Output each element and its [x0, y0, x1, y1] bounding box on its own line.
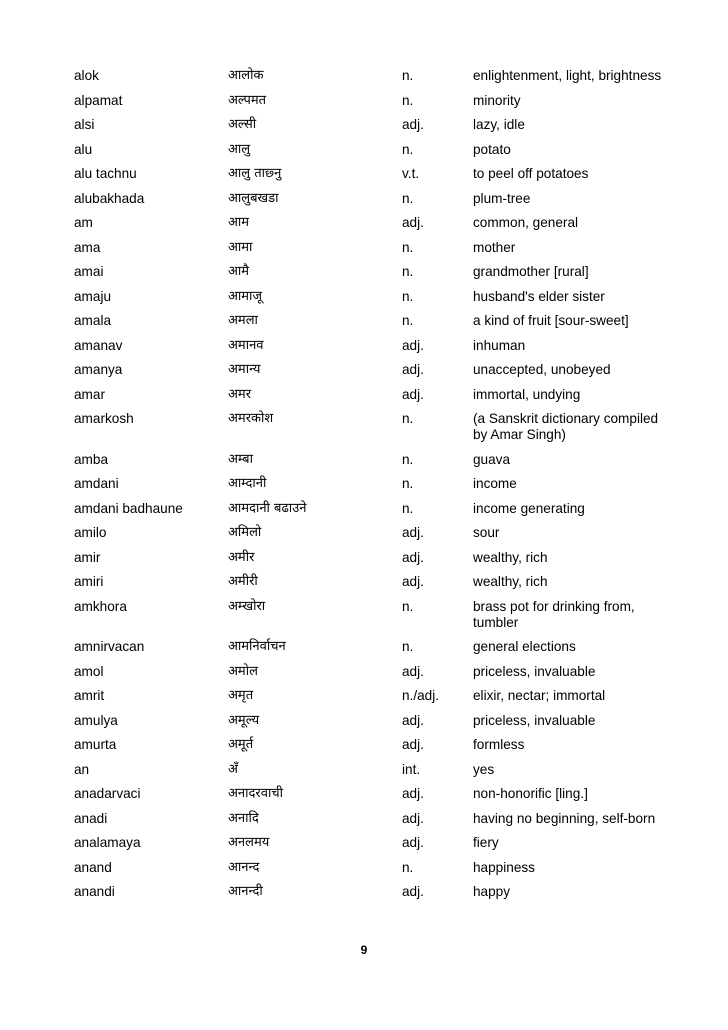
dictionary-entry	[74, 362, 674, 387]
part-of-speech: n.	[402, 264, 414, 279]
part-of-speech: n.	[402, 476, 414, 491]
meaning: formless	[473, 737, 525, 752]
devanagari-word: आलुबखडा	[228, 190, 279, 206]
romanized-word: amrit	[74, 688, 105, 703]
meaning: brass pot for drinking from, tumbler	[473, 598, 635, 630]
meaning: elixir, nectar; immortal	[473, 688, 606, 703]
romanized-word: anadarvaci	[74, 786, 141, 801]
part-of-speech: adj.	[402, 525, 424, 540]
meaning: husband's elder sister	[473, 288, 605, 304]
meaning: lazy, idle	[473, 117, 525, 132]
romanized-word: amdani badhaune	[74, 500, 183, 516]
dictionary-entry	[74, 191, 674, 216]
part-of-speech: n.	[402, 92, 414, 108]
dictionary-entry	[74, 713, 674, 738]
romanized-word: amdani	[74, 476, 119, 491]
part-of-speech: n.	[402, 190, 414, 206]
romanized-word: amiri	[74, 574, 104, 589]
devanagari-word: आमनिर्वाचन	[228, 639, 286, 654]
romanized-word: amaju	[74, 288, 112, 304]
meaning: income	[473, 476, 517, 491]
dictionary-entry	[74, 811, 674, 836]
meaning: happiness	[473, 859, 535, 875]
devanagari-word: अँ	[228, 761, 238, 777]
dictionary-entry	[74, 240, 674, 265]
meaning: common, general	[473, 215, 579, 230]
part-of-speech: adj.	[402, 574, 424, 589]
devanagari-word: अम्बा	[228, 451, 253, 467]
dictionary-entry	[74, 338, 674, 363]
part-of-speech: adj.	[402, 337, 424, 353]
dictionary-entry	[74, 599, 674, 640]
devanagari-word: आनन्दी	[228, 884, 263, 899]
devanagari-word: अमला	[228, 313, 258, 328]
meaning: a kind of fruit [sour-sweet]	[473, 313, 629, 328]
dictionary-entry	[74, 550, 674, 575]
devanagari-word: आम्दानी	[228, 476, 267, 491]
dictionary-entry	[74, 93, 674, 118]
dictionary-entry	[74, 835, 674, 860]
romanized-word: anadi	[74, 810, 108, 826]
meaning: plum-tree	[473, 190, 531, 206]
meaning: happy	[473, 884, 511, 899]
part-of-speech: n.	[402, 598, 414, 614]
romanized-word: amanya	[74, 362, 123, 377]
romanized-word: am	[74, 215, 93, 230]
devanagari-word: अनलमय	[228, 835, 270, 850]
dictionary-entry	[74, 525, 674, 550]
part-of-speech: n.	[402, 68, 414, 83]
part-of-speech: adj.	[402, 712, 424, 728]
dictionary-entry	[74, 411, 674, 452]
devanagari-word: अमृत	[228, 688, 254, 703]
devanagari-word: आमदानी बढाउने	[228, 500, 307, 516]
meaning: non-honorific [ling.]	[473, 786, 588, 801]
part-of-speech: adj.	[402, 810, 424, 826]
part-of-speech: v.t.	[402, 166, 420, 181]
dictionary-entry	[74, 884, 674, 909]
meaning: priceless, invaluable	[473, 712, 596, 728]
dictionary-entry	[74, 762, 674, 787]
meaning: grandmother [rural]	[473, 264, 589, 279]
devanagari-word: अमिलो	[228, 525, 262, 540]
romanized-word: alok	[74, 68, 99, 83]
romanized-word: alu	[74, 141, 93, 157]
part-of-speech: n.	[402, 239, 414, 255]
devanagari-word: आमा	[228, 239, 253, 255]
part-of-speech: adj.	[402, 737, 424, 752]
part-of-speech: adj.	[402, 786, 424, 801]
devanagari-word: आलोक	[228, 68, 264, 83]
romanized-word: amol	[74, 663, 104, 679]
part-of-speech: adj.	[402, 215, 424, 230]
meaning: minority	[473, 92, 521, 108]
meaning: enlightenment, light, brightness	[473, 68, 662, 83]
devanagari-word: अमोल	[228, 663, 258, 679]
romanized-word: amar	[74, 386, 105, 402]
part-of-speech: adj.	[402, 117, 424, 132]
meaning: sour	[473, 525, 500, 540]
devanagari-word: अम्खोरा	[228, 598, 266, 614]
romanized-word: alpamat	[74, 92, 123, 108]
dictionary-entry	[74, 476, 674, 501]
meaning: general elections	[473, 639, 576, 654]
meaning: yes	[473, 761, 495, 777]
dictionary-entry	[74, 664, 674, 689]
dictionary-entry	[74, 639, 674, 664]
romanized-word: an	[74, 761, 90, 777]
romanized-word: amarkosh	[74, 411, 134, 426]
dictionary-entry	[74, 117, 674, 142]
part-of-speech: n.	[402, 639, 414, 654]
part-of-speech: n.	[402, 288, 414, 304]
part-of-speech: n.	[402, 451, 414, 467]
romanized-word: amba	[74, 451, 109, 467]
meaning: mother	[473, 239, 516, 255]
part-of-speech: n./adj.	[402, 688, 440, 703]
dictionary-entry	[74, 737, 674, 762]
dictionary-entry	[74, 452, 674, 477]
romanized-word: anandi	[74, 884, 115, 899]
meaning: to peel off potatoes	[473, 166, 589, 181]
devanagari-word: अमर	[228, 386, 252, 402]
meaning: income generating	[473, 500, 585, 516]
romanized-word: amulya	[74, 712, 118, 728]
page-number: 9	[360, 943, 368, 957]
part-of-speech: n.	[402, 411, 414, 426]
romanized-word: anand	[74, 859, 112, 875]
meaning: wealthy, rich	[473, 574, 548, 589]
romanized-word: amnirvacan	[74, 639, 145, 654]
meaning: (a Sanskrit dictionary compiled by Amar Singh)	[473, 411, 659, 442]
devanagari-word: अमीर	[228, 549, 255, 565]
devanagari-word: अल्सी	[228, 117, 257, 132]
dictionary-entry	[74, 574, 674, 599]
part-of-speech: adj.	[402, 884, 424, 899]
dictionary-entry	[74, 166, 674, 191]
meaning: having no beginning, self-born	[473, 810, 656, 826]
part-of-speech: n.	[402, 500, 414, 516]
romanized-word: alu tachnu	[74, 166, 137, 181]
romanized-word: amkhora	[74, 598, 127, 614]
part-of-speech: adj.	[402, 386, 424, 402]
devanagari-word: आम	[228, 215, 250, 230]
part-of-speech: n.	[402, 859, 414, 875]
part-of-speech: adj.	[402, 549, 424, 565]
devanagari-word: आमै	[228, 264, 250, 279]
part-of-speech: adj.	[402, 663, 424, 679]
romanized-word: amurta	[74, 737, 117, 752]
dictionary-entry	[74, 215, 674, 240]
dictionary-entry	[74, 289, 674, 314]
romanized-word: amir	[74, 549, 101, 565]
devanagari-word: आनन्द	[228, 859, 260, 875]
romanized-word: amala	[74, 313, 112, 328]
dictionary-entry	[74, 501, 674, 526]
meaning: unaccepted, unobeyed	[473, 362, 611, 377]
dictionary-entry	[74, 688, 674, 713]
devanagari-word: अमानव	[228, 337, 264, 353]
romanized-word: amilo	[74, 525, 107, 540]
romanized-word: alsi	[74, 117, 95, 132]
devanagari-word: अल्पमत	[228, 92, 267, 108]
romanized-word: amanav	[74, 337, 123, 353]
devanagari-word: अमूल्य	[228, 712, 260, 728]
meaning: wealthy, rich	[473, 549, 548, 565]
meaning: priceless, invaluable	[473, 663, 596, 679]
devanagari-word: अमान्य	[228, 362, 261, 377]
part-of-speech: adj.	[402, 362, 424, 377]
dictionary-entry	[74, 313, 674, 338]
meaning: immortal, undying	[473, 386, 581, 402]
meaning: potato	[473, 141, 511, 157]
dictionary-entry	[74, 786, 674, 811]
dictionary-entry	[74, 387, 674, 412]
dictionary-entry	[74, 142, 674, 167]
romanized-word: ama	[74, 239, 101, 255]
part-of-speech: adj.	[402, 835, 424, 850]
meaning: fiery	[473, 835, 499, 850]
dictionary-entry	[74, 264, 674, 289]
romanized-word: alubakhada	[74, 190, 145, 206]
romanized-word: analamaya	[74, 835, 141, 850]
part-of-speech: int.	[402, 761, 421, 777]
dictionary-entries	[74, 68, 674, 909]
part-of-speech: n.	[402, 313, 414, 328]
meaning: guava	[473, 451, 511, 467]
devanagari-word: आलु	[228, 141, 251, 157]
devanagari-word: अमरकोश	[228, 411, 274, 426]
devanagari-word: अनादि	[228, 810, 259, 826]
part-of-speech: n.	[402, 141, 414, 157]
devanagari-word: अनादरवाची	[228, 786, 283, 801]
romanized-word: amai	[74, 264, 104, 279]
devanagari-word: आमाजू	[228, 288, 263, 304]
meaning: inhuman	[473, 337, 526, 353]
devanagari-word: अमूर्त	[228, 737, 254, 752]
devanagari-word: आलु ताछ्नु	[228, 166, 282, 181]
devanagari-word: अमीरी	[228, 574, 258, 589]
dictionary-entry	[74, 860, 674, 885]
dictionary-entry	[74, 68, 674, 93]
